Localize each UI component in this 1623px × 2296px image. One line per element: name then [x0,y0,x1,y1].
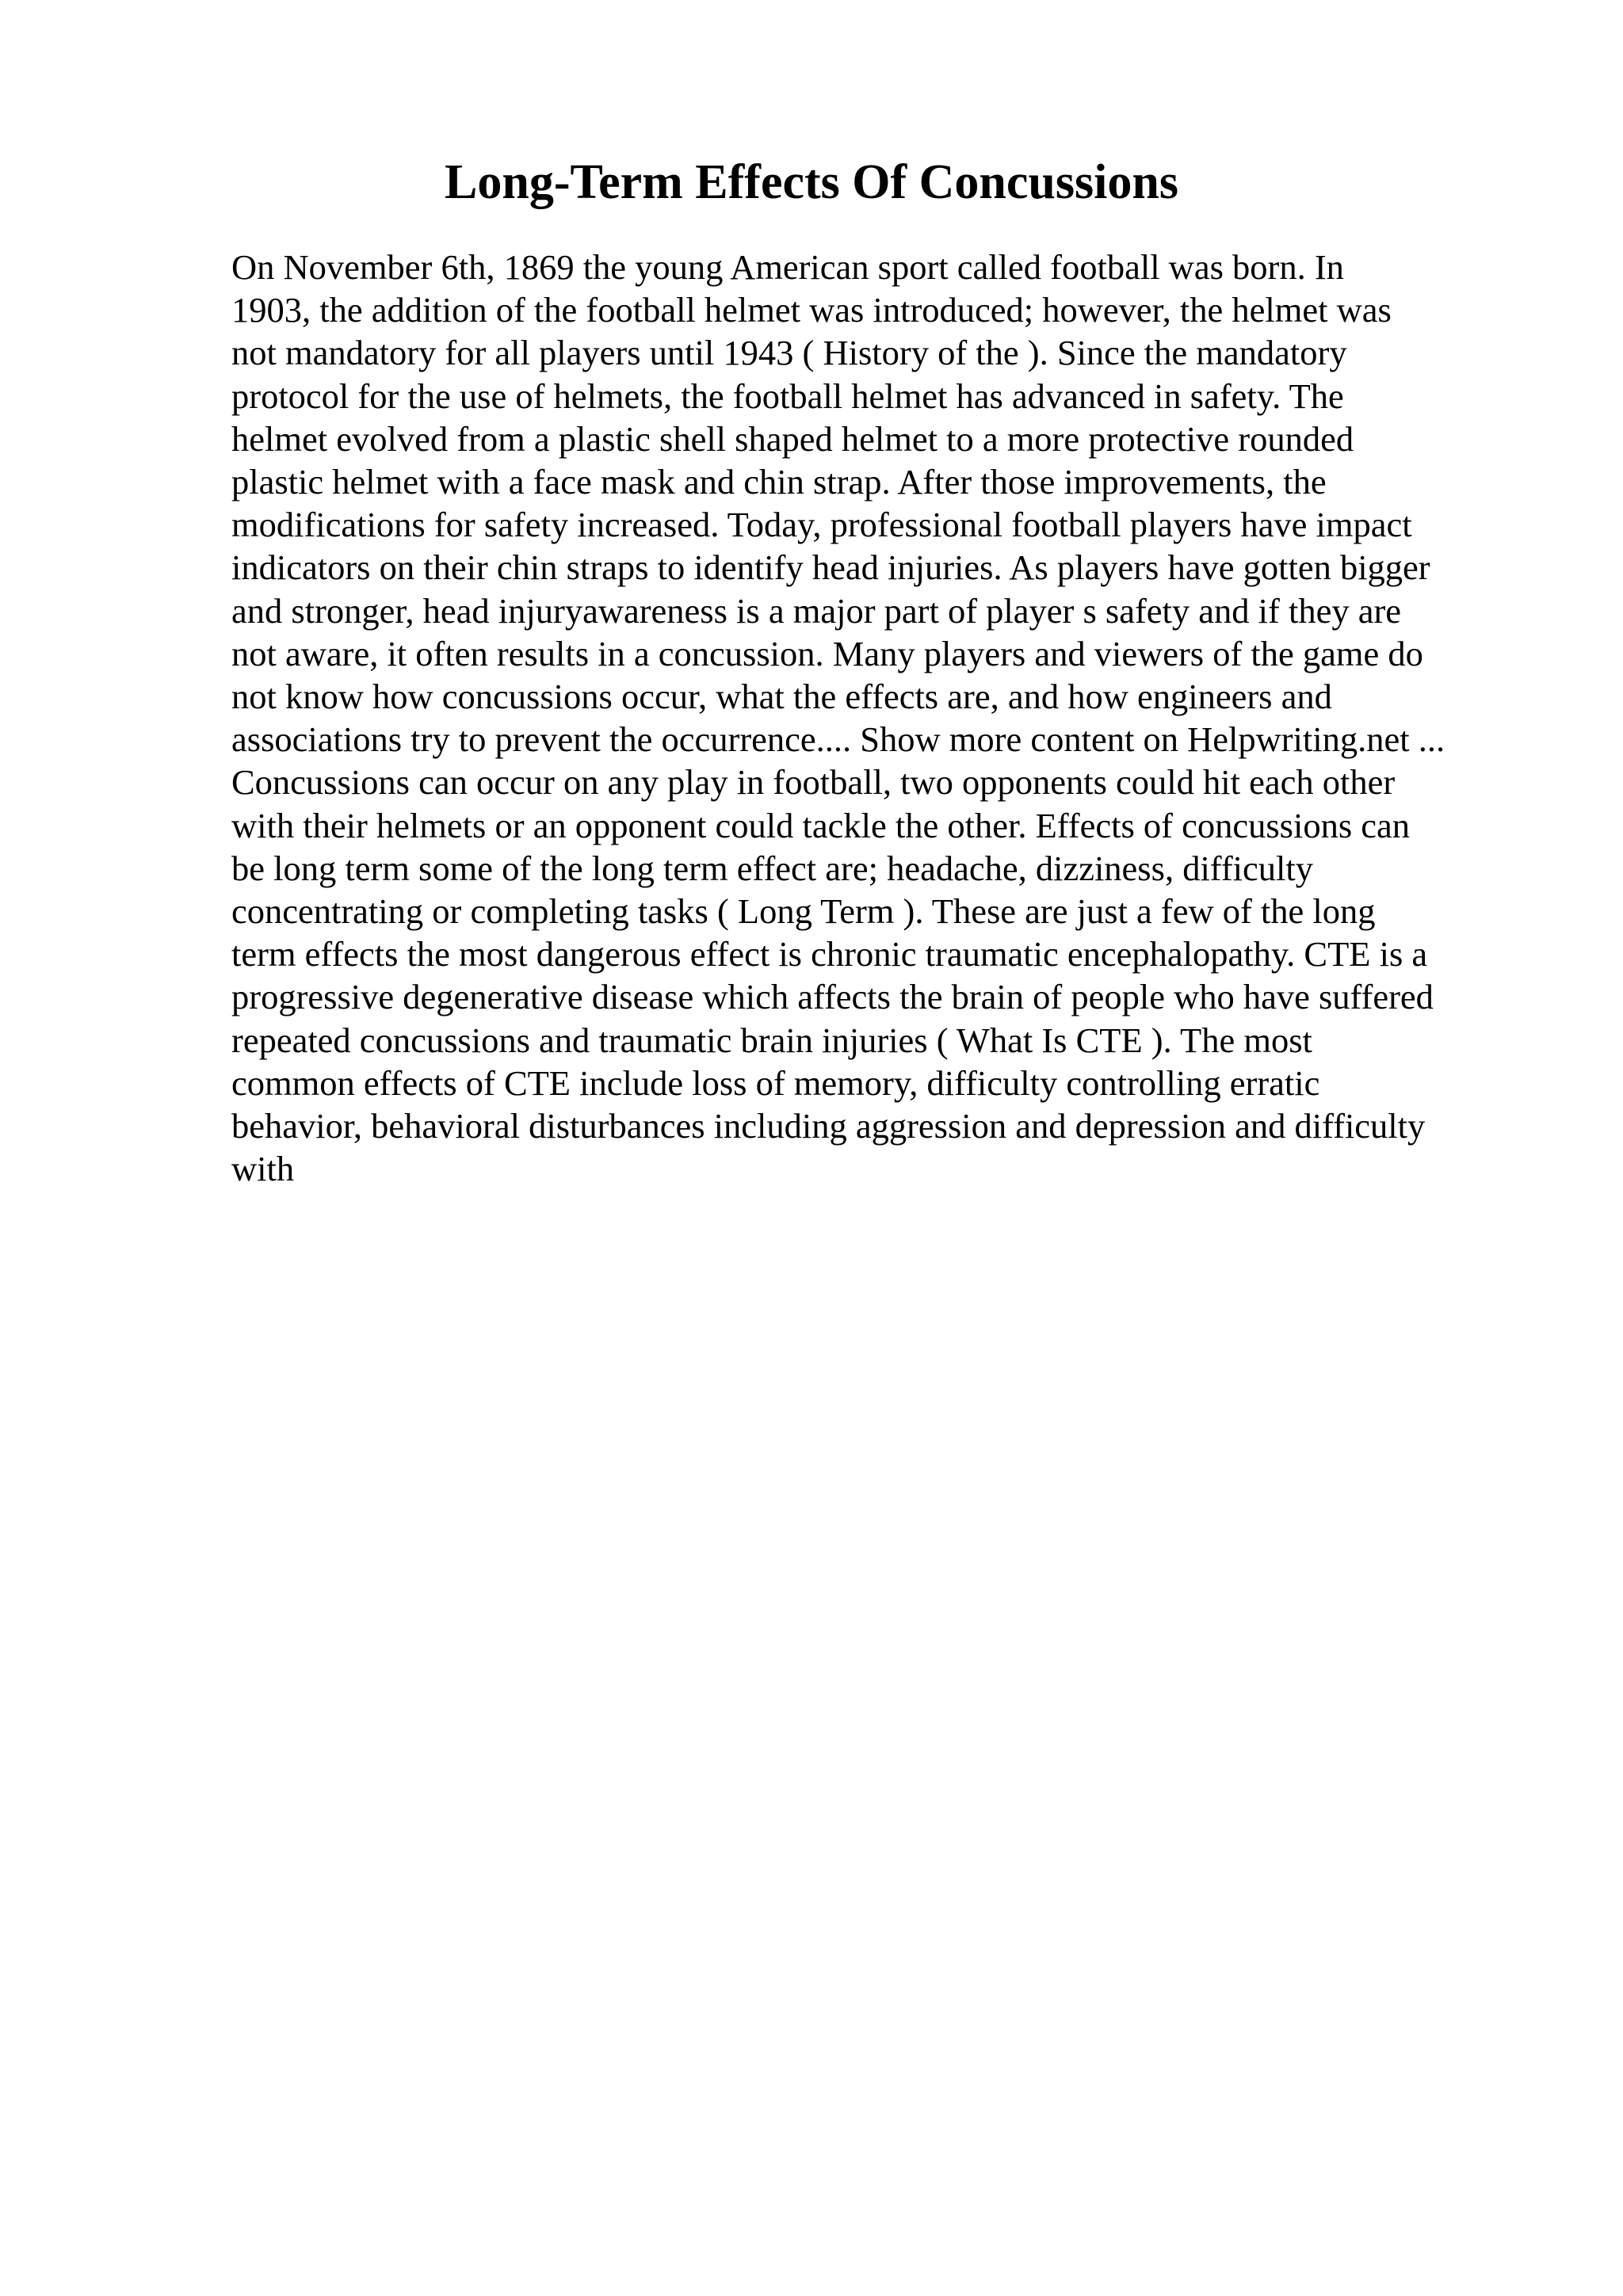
body-line: modifications for safety increased. Today, professional football players have impact [231,505,1412,545]
body-line: protocol for the use of helmets, the football helmet has advanced in safety. The [231,376,1344,416]
body-line: not know how concussions occur, what the effects are, and how engineers and [231,677,1332,717]
body-line: plastic helmet with a face mask and chin strap. After those improvements, the [231,462,1327,502]
body-line: term effects the most dangerous effect is chronic traumatic encephalopathy. CTE is a [231,934,1428,974]
body-line: be long term some of the long term effect are; headache, dizziness, difficulty [231,848,1313,888]
body-line: with their helmets or an opponent could tackle the other. Effects of concussions can [231,805,1411,845]
body-line: repeated concussions and traumatic brain injuries ( What Is CTE ). The most [231,1020,1312,1060]
body-line: On November 6th, 1869 the young American sport called football was born. In [231,247,1344,287]
body-line: helmet evolved from a plastic shell shaped helmet to a more protective rounded [231,418,1354,459]
body-line: common effects of CTE include loss of memory, difficulty controlling erratic [231,1062,1320,1103]
body-line: Concussions can occur on any play in football, two opponents could hit each other [231,762,1396,803]
body-line: associations try to prevent the occurrence.... Show more content on Helpwriting.net ... [231,719,1445,760]
body-line: indicators on their chin straps to identify head injuries. As players have gotten bigger [231,547,1430,588]
body-line: and stronger, head injuryawareness is a major part of player s safety and if they are [231,590,1402,631]
document-title: Long-Term Effects Of Concussions [444,155,1178,209]
body-line: not aware, it often results in a concussion. Many players and viewers of the game do [231,633,1423,673]
body-line: progressive degenerative disease which affects the brain of people who have suffered [231,977,1434,1017]
body-line: with [231,1149,295,1189]
body-line: behavior, behavioral disturbances including aggression and depression and difficulty [231,1106,1426,1146]
body-line: concentrating or completing tasks ( Long Term ). These are just a few of the long [231,891,1376,932]
body-line: 1903, the addition of the football helmet was introduced; however, the helmet was [231,290,1392,330]
body-line: not mandatory for all players until 1943 ( History of the ). Since the mandatory [231,333,1347,373]
document-body [231,246,1515,1190]
